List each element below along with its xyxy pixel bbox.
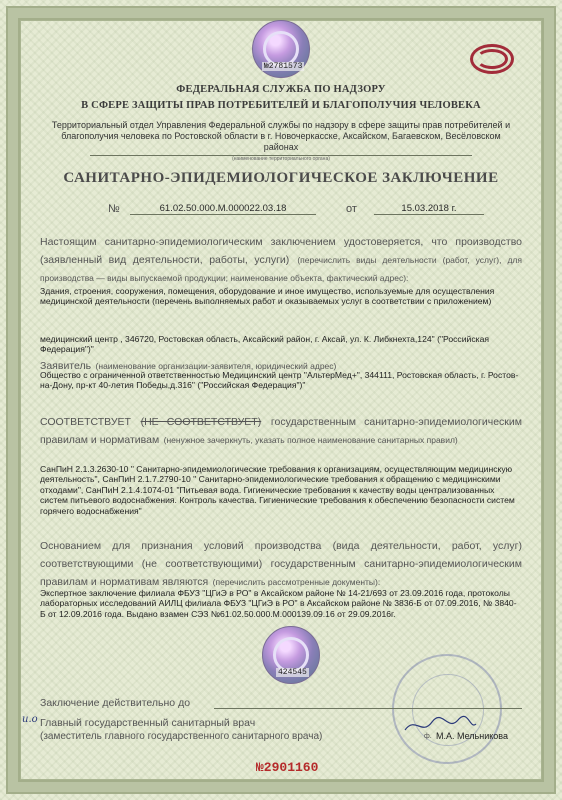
conformity-struck-text: (НЕ СООТВЕТСТВУЕТ)	[140, 416, 262, 428]
document-title: САНИТАРНО-ЭПИДЕМИОЛОГИЧЕСКОЕ ЗАКЛЮЧЕНИЕ	[63, 170, 499, 186]
basis-block	[40, 536, 522, 590]
applicant-details: Общество с ограниченной ответственностью Медицинский центр "АльтерМед+", 344111, Ростовская область, г. Ростов-на-Дону, пр-кт 40-летия Победы,д.316" ("Российская Федерация")"	[40, 370, 519, 391]
signatory-name: М.А. Мельникова	[436, 731, 508, 741]
applicant-hint: (наименование организации-заявителя, юридический адрес)	[95, 361, 337, 371]
sanitary-rules: СанПиН 2.1.3.2630-10 " Санитарно-эпидемиологические требования к организациям, осуществляющим медицинскую деятельность", СанПиН 2.1.7.2790-10 " Санитарно-эпидемиологические требования к обращению с медицинскими отходами", СанПиН 2.1.4.1074-01 "Питьевая вода. Гигиенические требования к качеству воды централизованных систем питьевого водоснабжения. Контроль качества. Гигиенические требования к обеспечению безопасности систем горячего водоснабжения"	[40, 464, 515, 516]
object-description: Здания, строения, сооружения, помещения, оборудование и иное имущество, используемые для осуществления медицинской деятельности (перечень выполняемых работ и оказываемых услуг в соответствии с приложением)	[40, 286, 495, 307]
department-caption: (наименование территориального органа)	[90, 155, 472, 162]
validity-label: Заключение действительно до	[40, 697, 191, 709]
document-date: 15.03.2018 г.	[374, 203, 484, 215]
intro-text: Настоящим санитарно-эпидемиологическим заключением удостоверяется, что производство (заявленный вид деятельности, работы, услуги)	[40, 236, 522, 266]
conformity-rest: государственным санитарно-эпидемиологическим правилам и нормативам	[40, 416, 522, 446]
handwritten-signature-icon	[400, 712, 480, 738]
applicant-label: Заявитель	[40, 360, 92, 372]
official-seal-stamp	[392, 654, 502, 764]
signature-ink-prefix: и.о	[22, 714, 38, 725]
hologram-bottom-number: 424545	[278, 668, 307, 677]
agency-line-2: В СФЕРЕ ЗАЩИТЫ ПРАВ ПОТРЕБИТЕЛЕЙ И БЛАГОПОЛУЧИЯ ЧЕЛОВЕКА	[81, 100, 481, 111]
signatory-deputy-title: (заместитель главного государственного санитарного врача)	[40, 731, 323, 742]
document-number: 61.02.50.000.М.000022.03.18	[130, 203, 316, 215]
department-name: Территориальный отдел Управления Федеральной службы по надзору в сфере защиты прав потребителей и благополучия человека по Ростовской области в г. Новочеркасске, Аксайском, Багаевском, Весёловском районах	[51, 120, 511, 152]
conformity-word: СООТВЕТСТВУЕТ	[40, 416, 131, 428]
intro-hint: (перечислить виды деятельности (работ, услуг), для производства — виды выпускаемой продукции; наименование объекта, фактический адрес):	[40, 255, 522, 283]
hologram-top-number: №2781573	[264, 62, 303, 71]
signatory-title: Главный государственный санитарный врач	[40, 717, 256, 729]
basis-hint: (перечислить рассмотренные документы):	[212, 577, 381, 587]
conformity-block	[40, 412, 522, 448]
basis-text: Основанием для признания условий производства (вида деятельности, работ, услуг) соответствующими (не соответствующими) государственным санитарно-эпидемиологическим правилам и нормативам являются	[40, 540, 522, 588]
agency-line-1: ФЕДЕРАЛЬНАЯ СЛУЖБА ПО НАДЗОРУ	[176, 84, 386, 95]
object-address: медицинский центр , 346720, Ростовская область, Аксайский район, г. Аксай, ул. К. Либкнехта,124" ("Российская Федерация")"	[40, 334, 489, 355]
validity-line	[214, 708, 522, 709]
serial-number: №2901160	[256, 760, 319, 775]
conformity-hint: (ненужное зачеркнуть, указать полное наименование санитарных правил)	[163, 435, 458, 445]
date-label: от	[346, 203, 357, 215]
basis-documents: Экспертное заключение филиала ФБУЗ "ЦГиЭ в РО" в Аксайском районе № 14-21/693 от 23.09.2016 года, протоколы лабораторных исследований АИЛЦ филиала ФБУЗ "ЦГиЭ в РО" в Аксайском районе № 3836-Б от 07.09.2016, № 3840-Б от 12.09.2016 года. Выдано взамен СЭЗ №61.02.50.000.М.000139.09.16 от 29.09.2016г.	[40, 588, 517, 619]
intro-block	[40, 232, 522, 286]
number-label: №	[108, 203, 120, 215]
signature-prefix: ф.	[424, 733, 432, 740]
rospotrebnadzor-logo-icon	[470, 44, 514, 74]
